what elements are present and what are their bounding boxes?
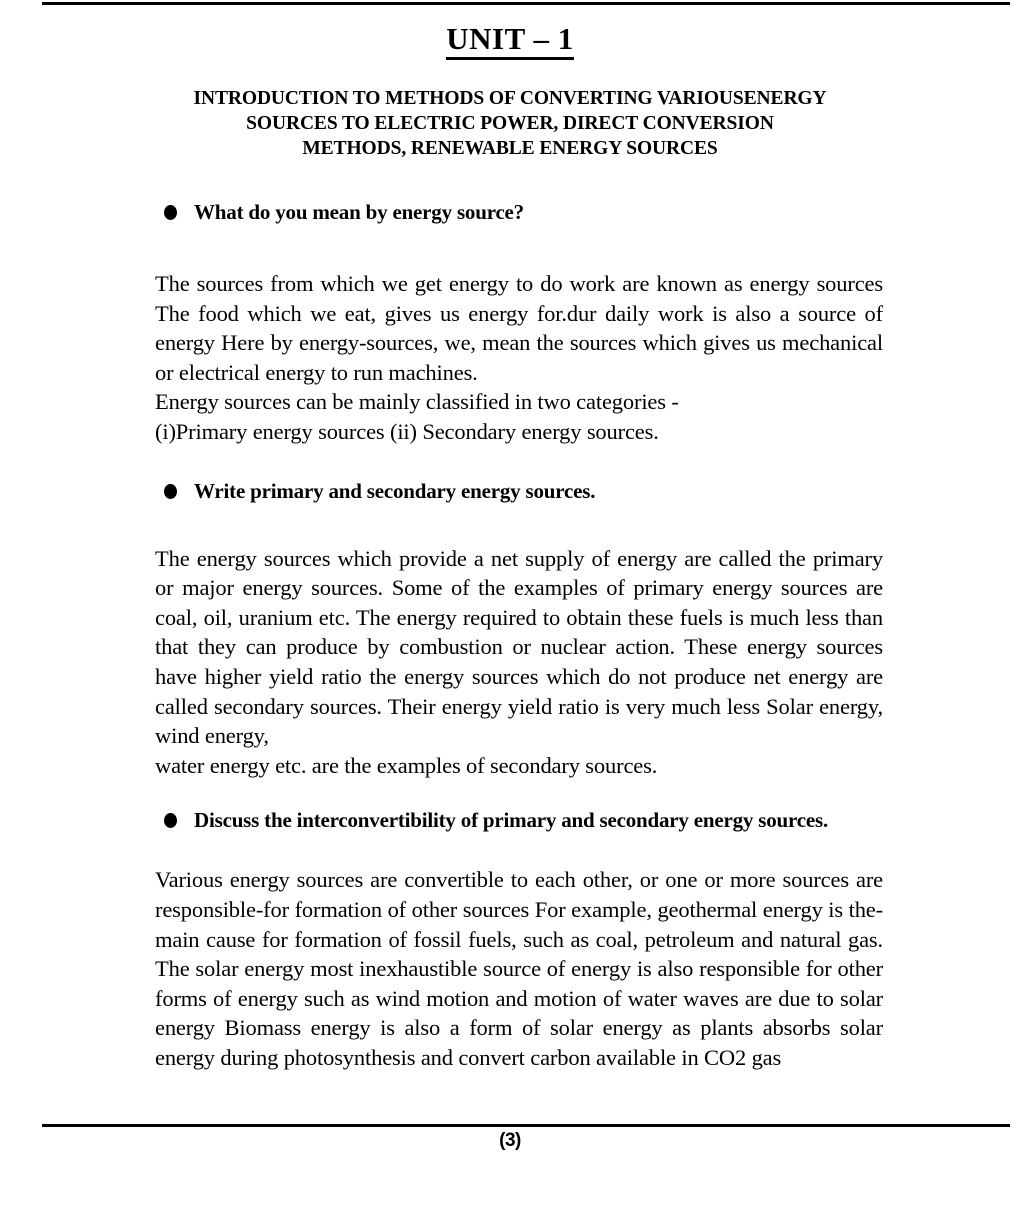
answer-paragraph-1: The sources from which we get energy to do work are known as energy sources The food which we eat, gives us energy for.dur daily work is also a source of energy Here by energy-sources, we, mean the sources which gives us mechanical or electrical energy to run machines. — [155, 271, 883, 385]
chapter-subtitle-line-3: METHODS, RENEWABLE ENERGY SOURCES — [302, 138, 718, 159]
spacer — [155, 227, 883, 269]
question-heading-2-text: Write primary and secondary energy sources. — [194, 478, 596, 503]
spacer — [155, 447, 883, 477]
question-heading-1 — [164, 198, 883, 227]
answer-paragraph-1-extra-line-1: Energy sources can be mainly classified in two categories - — [155, 389, 679, 415]
page-number: (3) — [499, 1130, 521, 1151]
spacer — [155, 780, 883, 806]
page-title — [0, 22, 1020, 56]
page-title-text: UNIT – 1 — [446, 21, 573, 60]
document-body — [155, 198, 883, 1072]
bullet-point-icon — [164, 484, 177, 499]
question-heading-2 — [164, 477, 883, 506]
spacer — [155, 835, 883, 865]
question-heading-3-text: Discuss the interconvertibility of primary and secondary energy sources. — [194, 808, 829, 833]
bullet-point-icon — [164, 205, 177, 220]
question-heading-3 — [164, 806, 883, 835]
footer-divider-rule — [42, 1124, 1010, 1127]
answer-paragraph-1-extra-line-2: (i)Primary energy sources (ii) Secondary energy sources. — [155, 418, 659, 444]
header-divider-rule — [42, 2, 1010, 5]
answer-paragraph-2-extra — [155, 751, 883, 781]
answer-paragraph-2-extra-line-1: water energy etc. are the examples of secondary sources. — [155, 752, 658, 778]
answer-paragraph-2: The energy sources which provide a net supply of energy are called the primary or major energy sources. Some of the examples of primary energy sources are coal, oil, uranium etc. The energy required to obtain these fuels is much less than that they can produce by combustion or nuclear action. These energy sources have higher yield ratio the energy sources which do not produce net energy are called secondary sources. Their energy yield ratio is very much less Solar energy, wind energy, — [155, 545, 883, 749]
spacer — [155, 506, 883, 544]
question-heading-1-text: What do you mean by energy source? — [194, 200, 524, 224]
answer-paragraph-3: Various energy sources are convertible to each other, or one or more sources are responsible-for formation of other sources For example, geothermal energy is the-main cause for formation of fossil fuels, such as coal, petroleum and natural gas. The solar energy most inexhaustible source of energy is also responsible for other forms of energy such as wind motion and motion of water waves are due to solar energy Biomass energy is also a form of solar energy as plants absorbs solar energy during photosynthesis and convert carbon available in CO2 gas — [155, 867, 883, 1070]
answer-paragraph-1-extra — [155, 387, 883, 446]
bullet-point-icon — [164, 813, 177, 828]
chapter-subtitle — [120, 86, 900, 161]
chapter-subtitle-line-1: INTRODUCTION TO METHODS OF CONVERTING VARIOUSENERGY — [193, 88, 827, 109]
chapter-subtitle-line-2: SOURCES TO ELECTRIC POWER, DIRECT CONVERSION — [246, 113, 774, 134]
